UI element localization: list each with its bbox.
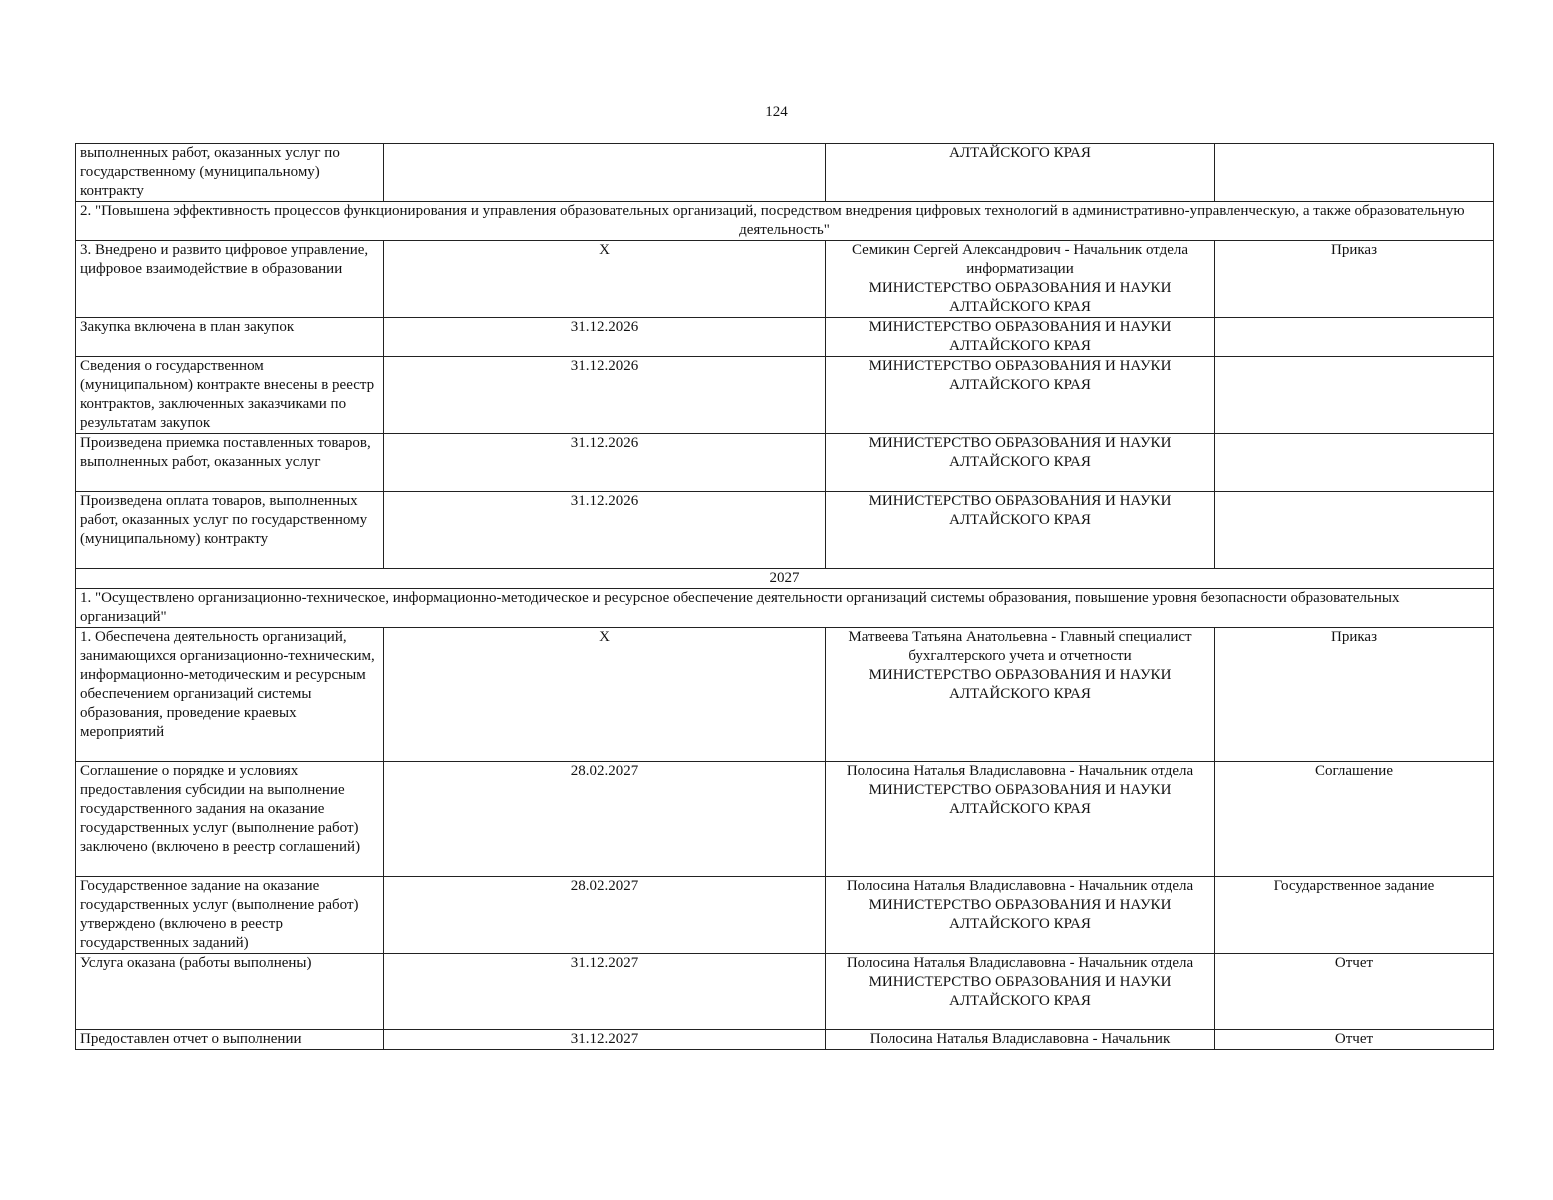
table-row xyxy=(76,357,1494,434)
cell-date: 31.12.2026 xyxy=(384,357,826,434)
table-row xyxy=(76,492,1494,569)
table-row xyxy=(76,434,1494,492)
cell-event: 3. Внедрено и развито цифровое управление, цифровое взаимодействие в образовании xyxy=(76,241,384,318)
cell-event: Предоставлен отчет о выполнении xyxy=(76,1030,384,1050)
table-row xyxy=(76,762,1494,877)
cell-date: 28.02.2027 xyxy=(384,762,826,877)
responsible-line: МИНИСТЕРСТВО ОБРАЗОВАНИЯ И НАУКИ АЛТАЙСКОГО КРАЯ xyxy=(868,493,1172,528)
cell-date xyxy=(384,144,826,202)
cell-date: 31.12.2027 xyxy=(384,954,826,1030)
responsible-line: Полосина Наталья Владиславовна - Начальник отдела xyxy=(846,878,1194,894)
cell-responsible xyxy=(826,241,1215,318)
cell-date: 31.12.2026 xyxy=(384,492,826,569)
cell-responsible xyxy=(826,628,1215,762)
page-number: 124 xyxy=(765,104,788,120)
cell-responsible xyxy=(826,877,1215,954)
cell-document xyxy=(1215,434,1494,492)
table-row xyxy=(76,954,1494,1030)
cell-date: 31.12.2027 xyxy=(384,1030,826,1050)
cell-document: Государственное задание xyxy=(1215,877,1494,954)
table-body xyxy=(76,144,1494,1050)
table-row xyxy=(76,1030,1494,1050)
table-row xyxy=(76,628,1494,762)
table-row xyxy=(76,877,1494,954)
cell-document: Приказ xyxy=(1215,628,1494,762)
cell-date: 31.12.2026 xyxy=(384,434,826,492)
cell-document xyxy=(1215,357,1494,434)
responsible-line: Семикин Сергей Александрович - Начальник отдела информатизации xyxy=(851,242,1189,277)
table-row xyxy=(76,241,1494,318)
cell-responsible xyxy=(826,318,1215,357)
responsible-line: АЛТАЙСКОГО КРАЯ xyxy=(949,145,1091,161)
cell-responsible xyxy=(826,144,1215,202)
cell-date: X xyxy=(384,628,826,762)
cell-document xyxy=(1215,144,1494,202)
cell-responsible xyxy=(826,434,1215,492)
cell-responsible xyxy=(826,1030,1215,1050)
cell-document xyxy=(1215,492,1494,569)
table-row xyxy=(76,144,1494,202)
section-row xyxy=(76,202,1494,241)
cell-responsible xyxy=(826,954,1215,1030)
responsible-line: МИНИСТЕРСТВО ОБРАЗОВАНИЯ И НАУКИ АЛТАЙСКОГО КРАЯ xyxy=(868,782,1172,817)
responsible-line: Полосина Наталья Владиславовна - Начальник отдела xyxy=(846,763,1194,779)
section-heading: 2. "Повышена эффективность процессов функционирования и управления образовательных организаций, посредством внедрения цифровых технологий в административно-управленческую, а также образовательную деятельность" xyxy=(76,202,1494,241)
cell-event: выполненных работ, оказанных услуг по государственному (муниципальному) контракту xyxy=(76,144,384,202)
cell-date: X xyxy=(384,241,826,318)
section-row xyxy=(76,589,1494,628)
events-table xyxy=(75,143,1494,1050)
cell-event: 1. Обеспечена деятельность организаций, занимающихся организационно-техническим, информационно-методическим и ресурсным обеспечением организаций системы образования, проведение краевых мероприятий xyxy=(76,628,384,762)
section-heading: 1. "Осуществлено организационно-техническое, информационно-методическое и ресурсное обеспечение деятельности организаций системы образования, повышение уровня безопасности образовательных организаций" xyxy=(76,589,1494,628)
responsible-line: МИНИСТЕРСТВО ОБРАЗОВАНИЯ И НАУКИ АЛТАЙСКОГО КРАЯ xyxy=(868,435,1172,470)
responsible-line: Полосина Наталья Владиславовна - Начальник xyxy=(869,1031,1171,1047)
cell-event: Соглашение о порядке и условиях предоставления субсидии на выполнение государственного задания на оказание государственных услуг (выполнение работ) заключено (включено в реестр соглашений) xyxy=(76,762,384,877)
table-row xyxy=(76,318,1494,357)
responsible-line: МИНИСТЕРСТВО ОБРАЗОВАНИЯ И НАУКИ АЛТАЙСКОГО КРАЯ xyxy=(868,897,1172,932)
cell-event: Услуга оказана (работы выполнены) xyxy=(76,954,384,1030)
cell-event: Закупка включена в план закупок xyxy=(76,318,384,357)
year-row xyxy=(76,569,1494,589)
cell-document: Отчет xyxy=(1215,1030,1494,1050)
cell-responsible xyxy=(826,357,1215,434)
cell-date: 28.02.2027 xyxy=(384,877,826,954)
year-heading: 2027 xyxy=(76,569,1494,589)
cell-document: Приказ xyxy=(1215,241,1494,318)
cell-document xyxy=(1215,318,1494,357)
cell-responsible xyxy=(826,492,1215,569)
responsible-line: Матвеева Татьяна Анатольевна - Главный специалист бухгалтерского учета и отчетности xyxy=(848,629,1192,664)
responsible-line: МИНИСТЕРСТВО ОБРАЗОВАНИЯ И НАУКИ АЛТАЙСКОГО КРАЯ xyxy=(868,974,1172,1009)
responsible-line: МИНИСТЕРСТВО ОБРАЗОВАНИЯ И НАУКИ АЛТАЙСКОГО КРАЯ xyxy=(868,319,1172,354)
responsible-line: МИНИСТЕРСТВО ОБРАЗОВАНИЯ И НАУКИ АЛТАЙСКОГО КРАЯ xyxy=(868,280,1172,315)
responsible-line: МИНИСТЕРСТВО ОБРАЗОВАНИЯ И НАУКИ АЛТАЙСКОГО КРАЯ xyxy=(868,667,1172,702)
cell-responsible xyxy=(826,762,1215,877)
cell-event: Государственное задание на оказание государственных услуг (выполнение работ) утверждено (включено в реестр государственных заданий) xyxy=(76,877,384,954)
responsible-line: Полосина Наталья Владиславовна - Начальник отдела xyxy=(846,955,1194,971)
cell-document: Отчет xyxy=(1215,954,1494,1030)
cell-event: Сведения о государственном (муниципальном) контракте внесены в реестр контрактов, заключенных заказчиками по результатам закупок xyxy=(76,357,384,434)
responsible-line: МИНИСТЕРСТВО ОБРАЗОВАНИЯ И НАУКИ АЛТАЙСКОГО КРАЯ xyxy=(868,358,1172,393)
cell-event: Произведена оплата товаров, выполненных работ, оказанных услуг по государственному (муниципальному) контракту xyxy=(76,492,384,569)
cell-date: 31.12.2026 xyxy=(384,318,826,357)
cell-event: Произведена приемка поставленных товаров, выполненных работ, оказанных услуг xyxy=(76,434,384,492)
cell-document: Соглашение xyxy=(1215,762,1494,877)
